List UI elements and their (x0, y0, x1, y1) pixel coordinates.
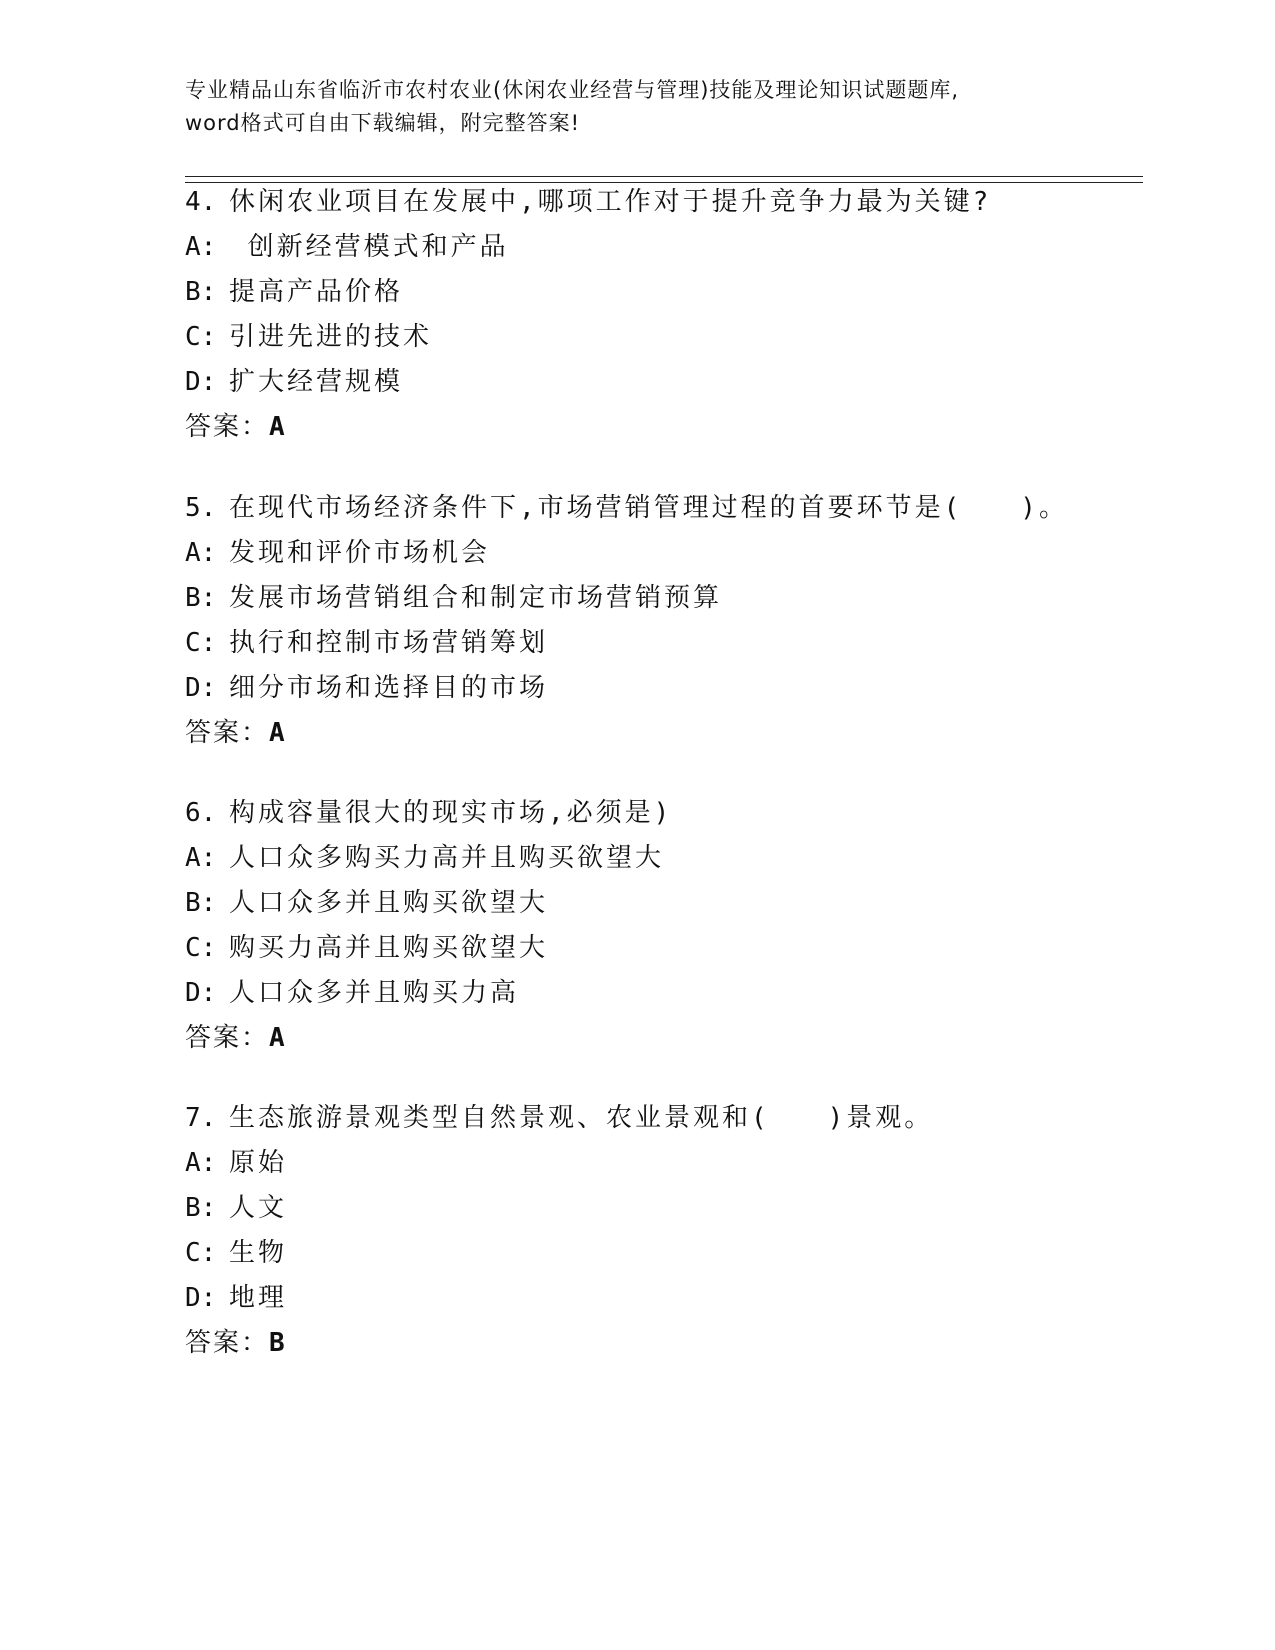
question-stem (185, 486, 1135, 531)
option-key: D: (185, 367, 217, 397)
question-number: 5. (185, 493, 217, 523)
option-a (185, 225, 1135, 270)
option-key: C: (185, 933, 217, 963)
answer-line (185, 1321, 1135, 1366)
option-key: D: (185, 1283, 217, 1313)
option-text: 人口众多购买力高并且购买欲望大 (229, 843, 665, 873)
answer-label: 答案： (185, 1023, 270, 1053)
option-key: D: (185, 673, 217, 703)
answer-label: 答案： (185, 412, 270, 442)
option-a (185, 1141, 1135, 1186)
option-key: B: (185, 277, 217, 307)
answer-value: A (269, 412, 285, 442)
option-d (185, 360, 1135, 405)
option-text: 人文 (229, 1193, 288, 1223)
option-d (185, 971, 1135, 1016)
option-key: B: (185, 1193, 217, 1223)
option-key: D: (185, 978, 217, 1008)
option-text: 发展市场营销组合和制定市场营销预算 (229, 583, 723, 613)
question-7 (185, 1096, 1135, 1366)
question-text: 在现代市场经济条件下,市场营销管理过程的首要环节是( )。 (229, 493, 1068, 523)
question-stem (185, 791, 1135, 836)
option-b (185, 881, 1135, 926)
question-stem (185, 1096, 1135, 1141)
option-key: C: (185, 628, 217, 658)
option-key: C: (185, 322, 217, 352)
option-text: 提高产品价格 (229, 277, 404, 307)
option-key: C: (185, 1238, 217, 1268)
answer-value: B (269, 1328, 285, 1358)
answer-label: 答案： (185, 1328, 270, 1358)
question-text: 构成容量很大的现实市场,必须是) (229, 798, 673, 828)
question-number: 7. (185, 1103, 217, 1133)
question-number: 4. (185, 187, 217, 217)
option-c (185, 1231, 1135, 1276)
question-4 (185, 180, 1135, 450)
answer-value: A (269, 718, 285, 748)
option-text: 执行和控制市场营销筹划 (229, 628, 549, 658)
answer-label: 答案： (185, 718, 270, 748)
answer-line (185, 1016, 1135, 1061)
option-key: B: (185, 888, 217, 918)
header-title-line-1: 专业精品山东省临沂市农村农业(休闲农业经营与管理)技能及理论知识试题题库, (185, 78, 960, 102)
option-key: A: (185, 1148, 217, 1178)
option-a (185, 531, 1135, 576)
option-key: A: (185, 538, 217, 568)
option-d (185, 1276, 1135, 1321)
option-text: 人口众多并且购买欲望大 (229, 888, 549, 918)
option-text: 引进先进的技术 (229, 322, 433, 352)
option-text: 地理 (229, 1283, 288, 1313)
option-text: 生物 (229, 1238, 288, 1268)
option-text: 原始 (229, 1148, 288, 1178)
option-b (185, 1186, 1135, 1231)
option-a (185, 836, 1135, 881)
question-6 (185, 791, 1135, 1061)
option-key: A: (185, 843, 217, 873)
question-text: 休闲农业项目在发展中,哪项工作对于提升竞争力最为关键? (229, 187, 992, 217)
header-title-line-2: word格式可自由下载编辑，附完整答案! (185, 111, 581, 135)
option-b (185, 576, 1135, 621)
option-text: 人口众多并且购买力高 (229, 978, 520, 1008)
question-text: 生态旅游景观类型自然景观、农业景观和( )景观。 (229, 1103, 934, 1133)
option-text: 创新经营模式和产品 (229, 232, 509, 262)
option-text: 购买力高并且购买欲望大 (229, 933, 549, 963)
option-key: A: (185, 232, 217, 262)
document-header (185, 74, 1085, 140)
header-divider-top (185, 176, 1143, 177)
question-5 (185, 486, 1135, 756)
option-b (185, 270, 1135, 315)
option-d (185, 666, 1135, 711)
answer-value: A (269, 1023, 285, 1053)
option-c (185, 926, 1135, 971)
option-c (185, 315, 1135, 360)
answer-line (185, 711, 1135, 756)
option-text: 细分市场和选择目的市场 (229, 673, 549, 703)
question-stem (185, 180, 1135, 225)
answer-line (185, 405, 1135, 450)
option-c (185, 621, 1135, 666)
question-number: 6. (185, 798, 217, 828)
option-text: 扩大经营规模 (229, 367, 404, 397)
option-key: B: (185, 583, 217, 613)
option-text: 发现和评价市场机会 (229, 538, 491, 568)
